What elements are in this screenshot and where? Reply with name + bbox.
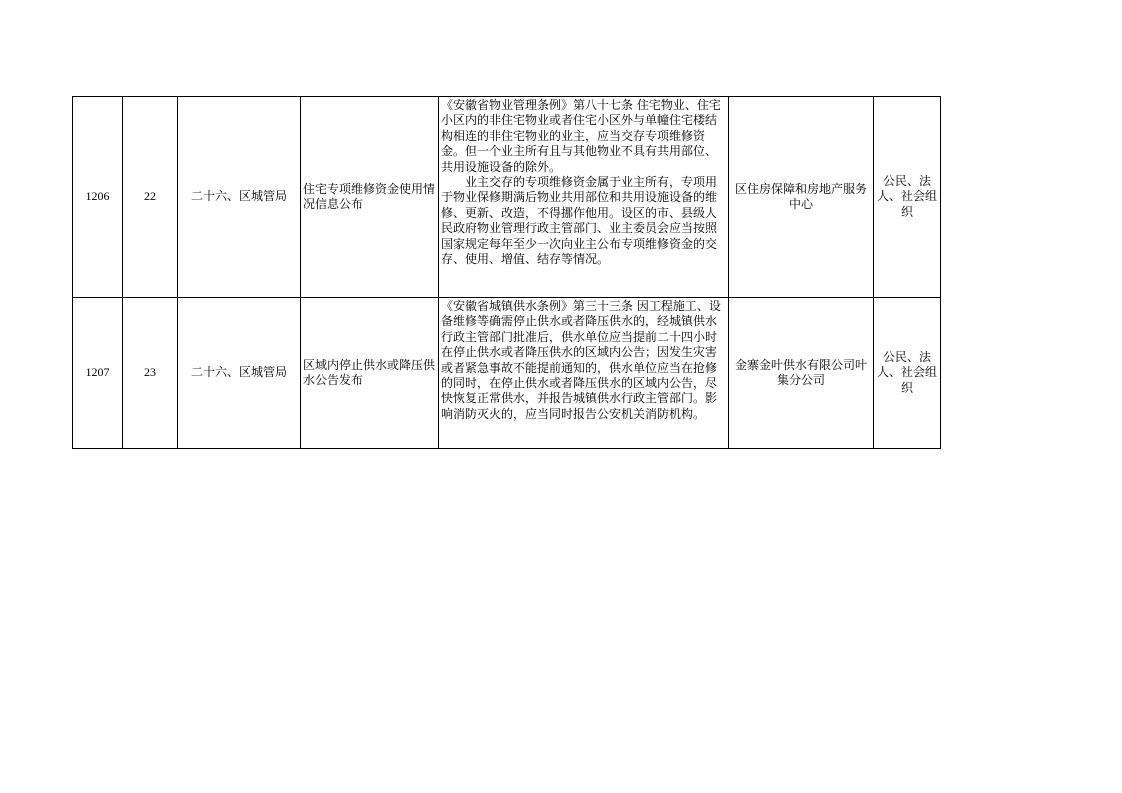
department-cell: 二十六、区城管局 [178, 298, 301, 449]
serial-number-cell: 1207 [73, 298, 123, 449]
department-cell: 二十六、区城管局 [178, 97, 301, 298]
item-name-cell: 住宅专项维修资金使用情况信息公布 [301, 97, 439, 298]
legal-basis-paragraph: 业主交存的专项维修资金属于业主所有，专项用于物业保修期满后物业共用部位和共用设施设备的维修、更新、改造，不得挪作他用。设区的市、县级人民政府物业管理行政主管部门、业主委员会应当按照国家规定每年至少一次向业主公布专项维修资金的交存、使用、增值、结存等情况。 [441, 175, 718, 267]
item-name-cell: 区域内停止供水或降压供水公告发布 [301, 298, 439, 449]
disclosure-table [72, 96, 941, 449]
responsible-body-cell: 区住房保障和房地产服务中心 [729, 97, 874, 298]
target-audience-cell: 公民、法人、社会组织 [874, 97, 941, 298]
legal-basis-paragraph: 《安徽省城镇供水条例》第三十三条 因工程施工、设备维修等确需停止供水或者降压供水的，经城镇供水行政主管部门批准后，供水单位应当提前二十四小时在停止供水或者降压供水的区域内公告；因发生灾害或者紧急事故不能提前通知的，供水单位应当在抢修的同时，在停止供水或者降压供水的区域内公告，尽快恢复正常供水，并报告城镇供水行政主管部门。影响消防灭火的，应当同时报告公安机关消防机构。 [441, 299, 721, 421]
sub-serial-cell: 22 [123, 97, 178, 298]
legal-basis-cell [439, 298, 729, 449]
legal-basis-cell [439, 97, 729, 298]
table-row [73, 97, 941, 298]
table-row [73, 298, 941, 449]
serial-number-cell: 1206 [73, 97, 123, 298]
sub-serial-cell: 23 [123, 298, 178, 449]
legal-basis-paragraph: 《安徽省物业管理条例》第八十七条 住宅物业、住宅小区内的非住宅物业或者住宅小区外与单幢住宅楼结构相连的非住宅物业的业主，应当交存专项维修资金。但一个业主所有且与其他物业不具有共用部位、共用设施设备的除外。 [441, 98, 721, 174]
responsible-body-cell: 金寨金叶供水有限公司叶集分公司 [729, 298, 874, 449]
target-audience-cell: 公民、法人、社会组织 [874, 298, 941, 449]
